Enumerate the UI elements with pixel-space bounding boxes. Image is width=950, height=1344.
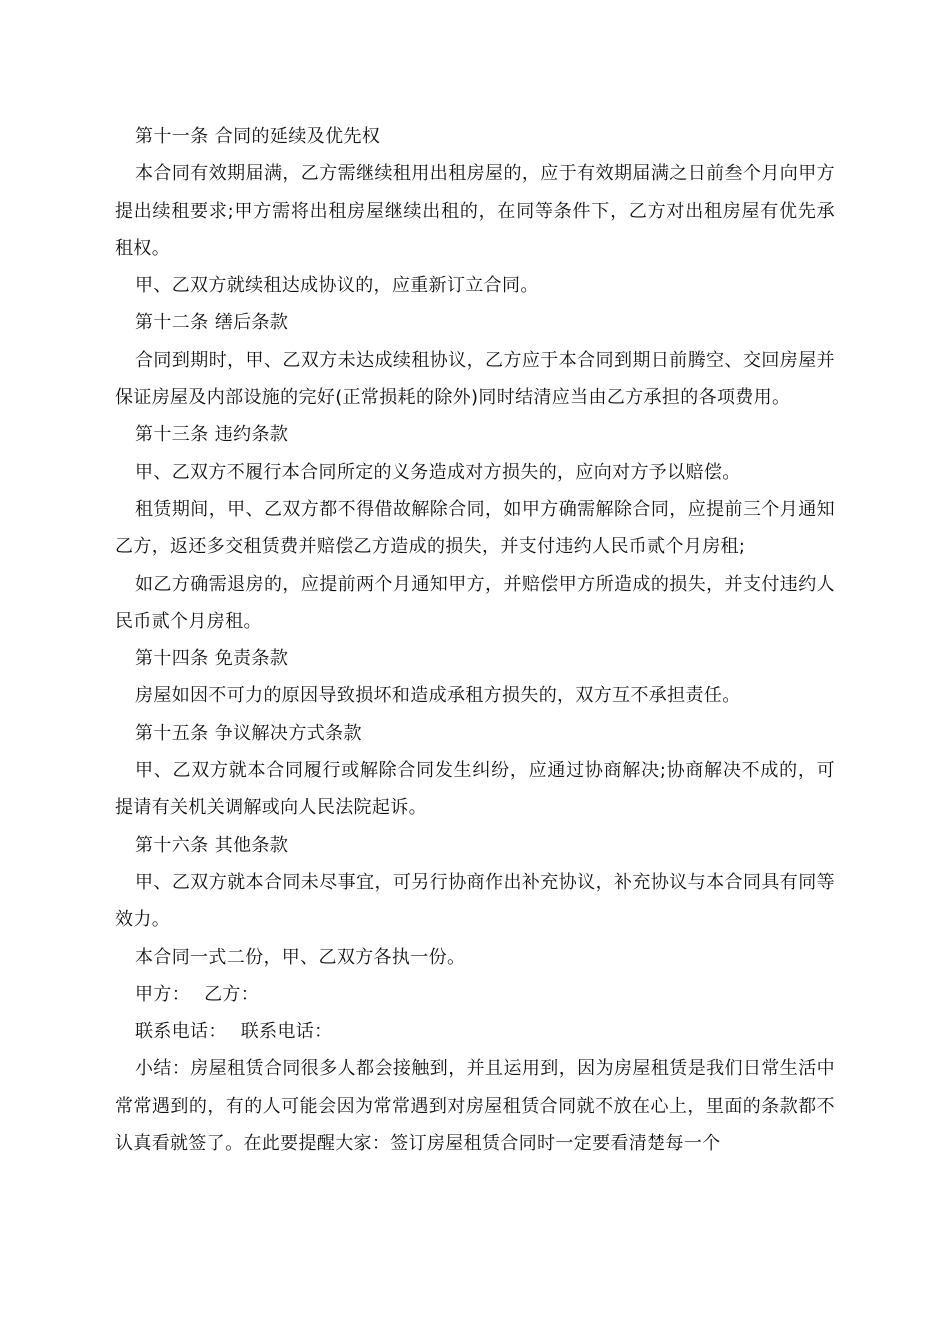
article-11-heading: 第十一条 合同的延续及优先权 xyxy=(135,126,381,147)
article-16-paragraph-2: 本合同一式二份，甲、乙双方各执一份。 xyxy=(135,946,466,968)
article-15-paragraph: 甲、乙双方就本合同履行或解除合同发生纠纷，应通过协商解决;协商解决不成的，可提请有关机关调解或向人民法院起诉。 xyxy=(115,760,835,819)
article-16-paragraph-1: 甲、乙双方就本合同未尽事宜，可另行协商作出补充协议，补充协议与本合同具有同等效力。 xyxy=(115,871,835,931)
signature-parties-line xyxy=(115,976,835,1013)
party-a-phone-label: 联系电话： xyxy=(135,1021,227,1043)
article-12-paragraph: 合同到期时，甲、乙双方未达成续租协议，乙方应于本合同到期日前腾空、交回房屋并保证房屋及内部设施的完好(正常损耗的除外)同时结清应当由乙方承担的各项费用。 xyxy=(115,349,835,409)
article-14-heading: 第十四条 免责条款 xyxy=(135,648,289,670)
article-14-paragraph: 房屋如因不可力的原因导致损坏和造成承租方损失的，双方互不承担责任。 xyxy=(135,685,741,707)
signature-phone-line xyxy=(115,1013,835,1050)
article-13-paragraph-2: 租赁期间，甲、乙双方都不得借故解除合同，如甲方确需解除合同，应提前三个月通知乙方，返还多交租赁费并赔偿乙方造成的损失，并支付违约人民币贰个月房租; xyxy=(115,498,835,558)
article-13-paragraph-3: 如乙方确需退房的，应提前两个月通知甲方，并赔偿甲方所造成的损失，并支付违约人民币贰个月房租。 xyxy=(115,573,835,632)
party-b-phone-label: 联系电话： xyxy=(240,1021,333,1043)
article-11-paragraph-1: 本合同有效期届满，乙方需继续租用出租房屋的，应于有效期届满之日前叁个月向甲方提出续租要求;甲方需将出租房屋继续出租的，在同等条件下，乙方对出租房屋有优先承租权。 xyxy=(115,163,835,259)
party-a-label: 甲方： xyxy=(135,983,191,1005)
article-12-heading: 第十二条 缮后条款 xyxy=(135,312,289,334)
document-page xyxy=(115,118,835,1162)
article-13-heading: 第十三条 违约条款 xyxy=(135,424,289,446)
article-13-paragraph-1: 甲、乙双方不履行本合同所定的义务造成对方损失的，应向对方予以赔偿。 xyxy=(135,461,741,483)
party-b-label: 乙方： xyxy=(204,983,260,1005)
article-15-heading: 第十五条 争议解决方式条款 xyxy=(135,722,362,744)
summary-paragraph: 小结：房屋租赁合同很多人都会接触到，并且运用到，因为房屋租赁是我们日常生活中常常遇到的，有的人可能会因为常常遇到对房屋租赁合同就不放在心上，里面的条款都不认真看就签了。在此要提醒大家：签订房屋租赁合同时一定要看清楚每一个 xyxy=(115,1058,835,1155)
article-16-heading: 第十六条 其他条款 xyxy=(135,834,289,856)
article-11-paragraph-2: 甲、乙双方就续租达成协议的，应重新订立合同。 xyxy=(135,275,539,297)
